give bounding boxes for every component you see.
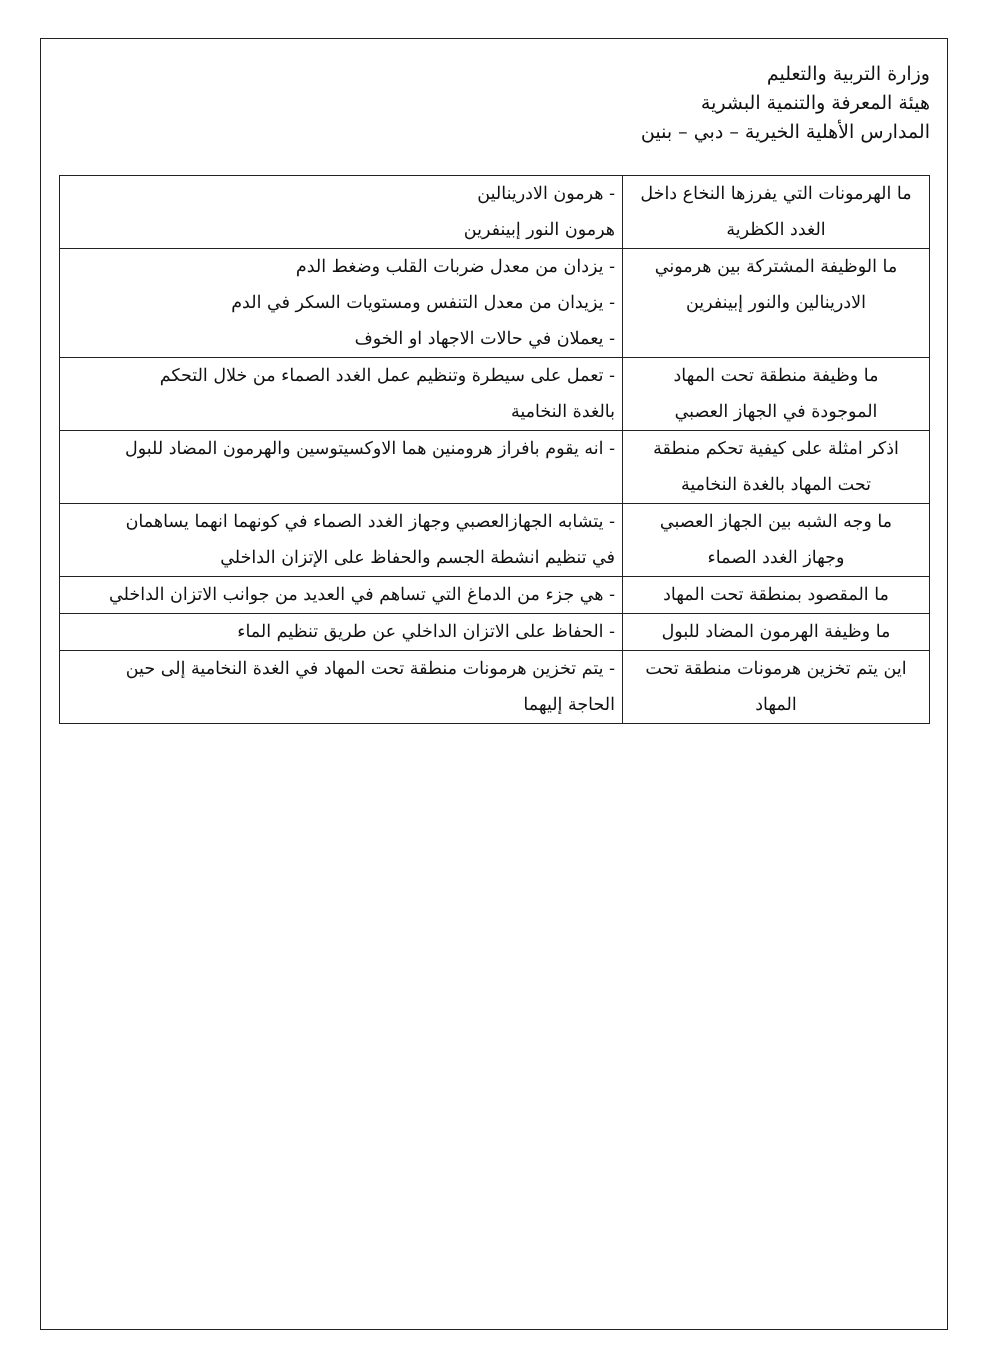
question-line: اين يتم تخزين هرمونات منطقة تحت <box>645 659 907 679</box>
question-cell <box>623 651 930 724</box>
answer-cell <box>60 431 623 504</box>
question-cell <box>623 176 930 249</box>
question-cell <box>623 358 930 431</box>
table-row <box>60 431 930 504</box>
question-answer-table <box>59 175 930 724</box>
answer-cell <box>60 358 623 431</box>
question-line: ما وظيفة منطقة تحت المهاد <box>673 366 879 386</box>
answer-line: - هرمون الادرينالين <box>477 184 615 204</box>
answer-line: هرمون النور إبينفرين <box>463 220 615 240</box>
question-line: ما الهرمونات التي يفرزها النخاع داخل <box>640 184 912 204</box>
question-line: الموجودة في الجهاز العصبي <box>674 402 878 422</box>
answer-line: - يعملان في حالات الاجهاد او الخوف <box>354 329 615 349</box>
question-line: الادرينالين والنور إبينفرين <box>685 293 867 313</box>
question-line: وجهاز الغدد الصماء <box>707 548 845 568</box>
answer-line: الحاجة إليهما <box>523 695 615 715</box>
authority-name: هيئة المعرفة والتنمية البشرية <box>700 92 930 114</box>
answer-cell <box>60 577 623 614</box>
question-line: ما المقصود بمنطقة تحت المهاد <box>663 585 889 605</box>
answer-line: في تنظيم انشطة الجسم والحفاظ على الإتزان الداخلي <box>220 548 615 568</box>
question-cell <box>623 577 930 614</box>
ministry-name: وزارة التربية والتعليم <box>766 63 930 85</box>
answer-line: - يزيدان من معدل التنفس ومستويات السكر في الدم <box>231 293 615 313</box>
table-row <box>60 651 930 724</box>
answer-line: - تعمل على سيطرة وتنظيم عمل الغدد الصماء من خلال التحكم <box>159 366 615 386</box>
question-line: ما وجه الشبه بين الجهاز العصبي <box>659 512 893 532</box>
question-line: تحت المهاد بالغدة النخامية <box>680 475 871 495</box>
answer-line: - يتم تخزين هرمونات منطقة تحت المهاد في الغدة النخامية إلى حين <box>125 659 615 679</box>
answer-line: - يزدان من معدل ضربات القلب وضغط الدم <box>295 257 615 277</box>
answer-line: - انه يقوم بافراز هرومنين هما الاوكسيتوسين والهرمون المضاد للبول <box>124 439 615 459</box>
table-row <box>60 249 930 358</box>
answer-line: - هي جزء من الدماغ التي تساهم في العديد من جوانب الاتزان الداخلي <box>109 585 615 605</box>
question-line: الغدد الكظرية <box>726 220 826 240</box>
table-row <box>60 358 930 431</box>
table-row <box>60 504 930 577</box>
question-cell <box>623 249 930 358</box>
school-name: المدارس الأهلية الخيرية – دبي – بنين <box>640 121 930 143</box>
answer-cell <box>60 651 623 724</box>
answer-cell <box>60 614 623 651</box>
table-row <box>60 176 930 249</box>
answer-line: - يتشابه الجهازالعصبي وجهاز الغدد الصماء في كونهما انهما يساهمان <box>125 512 615 532</box>
question-line: ما وظيفة الهرمون المضاد للبول <box>661 622 891 642</box>
answer-cell <box>60 249 623 358</box>
question-cell <box>623 614 930 651</box>
answer-line: - الحفاظ على الاتزان الداخلي عن طريق تنظيم الماء <box>237 622 615 642</box>
question-line: اذكر امثلة على كيفية تحكم منطقة <box>653 439 899 459</box>
answer-cell <box>60 504 623 577</box>
answer-line: بالغدة النخامية <box>510 402 615 422</box>
answer-cell <box>60 176 623 249</box>
question-cell <box>623 431 930 504</box>
question-line: ما الوظيفة المشتركة بين هرموني <box>654 257 898 277</box>
table-row <box>60 577 930 614</box>
question-line: المهاد <box>755 695 797 715</box>
table-row <box>60 614 930 651</box>
document-header <box>641 60 930 147</box>
question-cell <box>623 504 930 577</box>
